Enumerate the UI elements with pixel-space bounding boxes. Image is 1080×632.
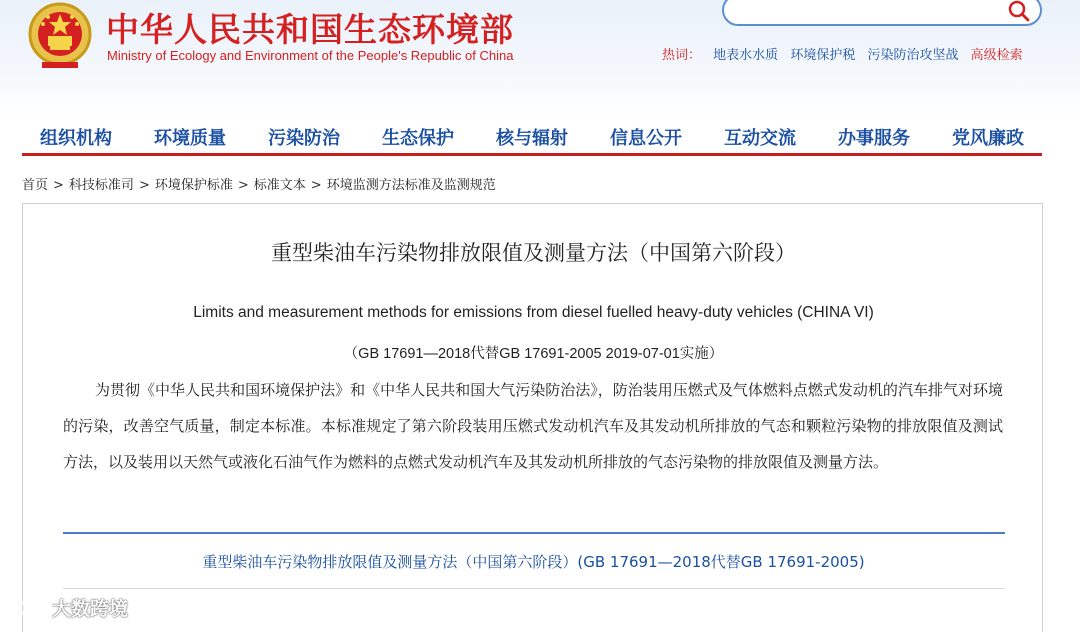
divider xyxy=(63,588,1005,589)
nav-item-nuclear-radiation[interactable]: 核与辐射 xyxy=(496,128,568,149)
site-title[interactable]: 中华人民共和国生态环境部 xyxy=(106,10,514,49)
document-description: 为贯彻《中华人民共和国环境保护法》和《中华人民共和国大气污染防治法》，防治装用压燃式及气体燃料点燃式发动机的汽车排气对环境的污染，改善空气质量，制定本标准。本标准规定了第六阶段装用压燃式发动机汽车及其发动机所排放的气态和颗粒污染物的排放限值及测试方法，以及装用以天然气或液化石油气作为燃料的点燃式发动机汽车及其发动机所排放的气态污染物的排放限值及测量方法。 xyxy=(63,381,1003,471)
breadcrumb-item[interactable]: 环境保护标准 xyxy=(154,178,233,193)
standard-info: （GB 17691—2018代替GB 17691-2005 2019-07-01实施） xyxy=(343,346,724,362)
watermark xyxy=(8,594,128,621)
divider xyxy=(63,532,1005,534)
nav-item-information-disclosure[interactable]: 信息公开 xyxy=(610,128,682,149)
nav-item-environment-quality[interactable]: 环境质量 xyxy=(154,128,226,149)
breadcrumb xyxy=(22,174,496,193)
attachment-link[interactable]: 重型柴油车污染物排放限值及测量方法（中国第六阶段）(GB 17691—2018代替GB 17691-2005) xyxy=(202,553,865,571)
document-title: 重型柴油车污染物排放限值及测量方法（中国第六阶段） xyxy=(271,241,796,265)
breadcrumb-separator: > xyxy=(53,178,64,193)
watermark-text: 大数跨境 xyxy=(52,598,129,620)
nav-item-party-conduct[interactable]: 党风廉政 xyxy=(952,128,1024,149)
breadcrumb-item[interactable]: 科技标准司 xyxy=(68,178,134,193)
document-panel xyxy=(22,203,1043,632)
breadcrumb-home[interactable]: 首页 xyxy=(22,178,49,193)
national-emblem-icon xyxy=(22,0,98,72)
nav-item-ecology-protection[interactable]: 生态保护 xyxy=(382,128,454,149)
breadcrumb-separator: > xyxy=(310,178,322,193)
advanced-search-link[interactable]: 高级检索 xyxy=(970,48,1023,63)
main-nav xyxy=(22,126,1042,156)
hotword-link[interactable]: 污染防治攻坚战 xyxy=(867,48,959,63)
watermark-logo-icon xyxy=(8,597,48,619)
search-icon[interactable] xyxy=(1006,0,1032,24)
site-subtitle: Ministry of Ecology and Environment of the People's Republic of China xyxy=(107,48,514,63)
document-title-en: Limits and measurement methods for emissions from diesel fuelled heavy-duty vehicles (CHINA VI) xyxy=(193,304,874,321)
hotwords-label: 热词： xyxy=(662,48,702,63)
breadcrumb-item[interactable]: 标准文本 xyxy=(253,178,306,193)
breadcrumb-separator: > xyxy=(138,178,150,193)
nav-item-pollution-control[interactable]: 污染防治 xyxy=(268,128,340,149)
nav-item-services[interactable]: 办事服务 xyxy=(838,128,910,149)
hotwords-bar xyxy=(662,44,1023,63)
hotword-link[interactable]: 地表水水质 xyxy=(713,48,779,63)
hotword-link[interactable]: 环境保护税 xyxy=(790,48,856,63)
breadcrumb-current[interactable]: 环境监测方法标准及监测规范 xyxy=(326,178,496,193)
nav-item-organization[interactable]: 组织机构 xyxy=(40,128,112,149)
breadcrumb-separator: > xyxy=(237,178,249,193)
nav-item-interaction[interactable]: 互动交流 xyxy=(724,128,796,149)
search-input[interactable] xyxy=(722,0,1042,26)
